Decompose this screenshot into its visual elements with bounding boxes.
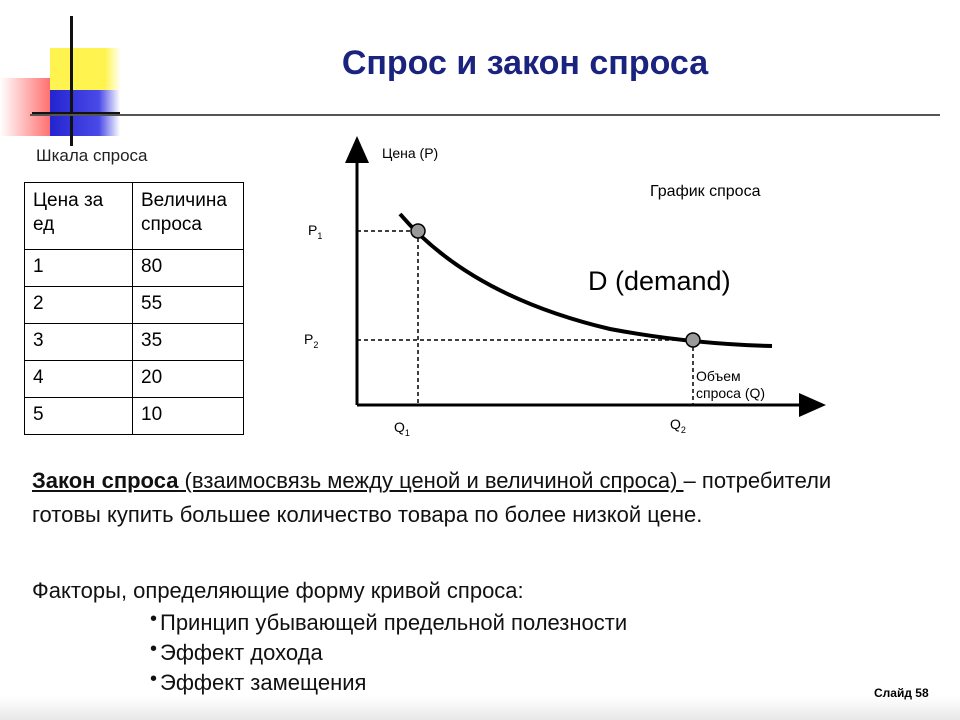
table-row	[25, 361, 244, 398]
bullet-icon: •	[150, 668, 158, 690]
list-item: • Эффект замещения	[160, 668, 627, 698]
q1-label: $Q_1$	[394, 419, 410, 438]
y-axis-label: Цена (P)	[382, 145, 439, 161]
law-term: Закон спроса	[32, 468, 179, 493]
curve-label: D (demand)	[588, 266, 731, 296]
graph-title: График спроса	[650, 183, 761, 200]
bullet-icon: •	[150, 638, 158, 660]
slide-number: Слайд 58	[874, 686, 929, 700]
point-2	[686, 333, 700, 347]
bullet-icon: •	[150, 608, 158, 630]
x-axis-label-1: Объем	[696, 368, 741, 384]
decor-yellow-gradient	[105, 48, 121, 90]
p1-label: $P_1$	[308, 222, 323, 241]
table-row	[25, 287, 244, 324]
law-of-demand	[32, 464, 892, 532]
table-cell: 2	[25, 287, 133, 324]
decor-vertical-line	[70, 16, 73, 146]
table-cell: 4	[25, 361, 133, 398]
table-cell: 10	[133, 398, 244, 435]
table-cell: 35	[133, 324, 244, 361]
header-quantity: Величина спроса	[133, 183, 244, 250]
point-1	[411, 224, 425, 238]
table-cell: 80	[133, 250, 244, 287]
table-row	[25, 324, 244, 361]
table-cell: 55	[133, 287, 244, 324]
x-axis-label-2: спроса (Q)	[696, 385, 766, 401]
factors-list	[150, 608, 628, 698]
table-row	[25, 398, 244, 435]
factors-title: Факторы, определяющие форму кривой спроса:	[32, 578, 524, 603]
demand-scale-caption: Шкала спроса	[36, 146, 148, 165]
demand-graph	[290, 136, 830, 446]
list-item: • Эффект дохода	[160, 638, 627, 668]
table-cell: 20	[133, 361, 244, 398]
law-parenthetical: (взаимосвязь между ценой и величиной спроса)	[178, 468, 684, 493]
p2-label: $P_2$	[304, 331, 319, 350]
law-text: потребители готовы купить большее количество товара по более низкой цене.	[32, 468, 832, 527]
table-header-row	[25, 183, 244, 250]
page-title: Спрос и закон спроса	[341, 44, 709, 82]
title-underline	[30, 114, 940, 116]
law-dash: –	[683, 468, 696, 493]
table-cell: 5	[25, 398, 133, 435]
list-item: • Принцип убывающей предельной полезности	[160, 608, 627, 638]
table-cell: 3	[25, 324, 133, 361]
table-row	[25, 250, 244, 287]
demand-table	[24, 182, 244, 435]
q2-label: $Q_2$	[670, 416, 686, 435]
decor-yellow-square	[50, 48, 105, 90]
header-price: Цена за ед	[25, 183, 133, 250]
footer-band	[0, 696, 960, 720]
decor-red-square	[0, 78, 50, 136]
table-cell: 1	[25, 250, 133, 287]
